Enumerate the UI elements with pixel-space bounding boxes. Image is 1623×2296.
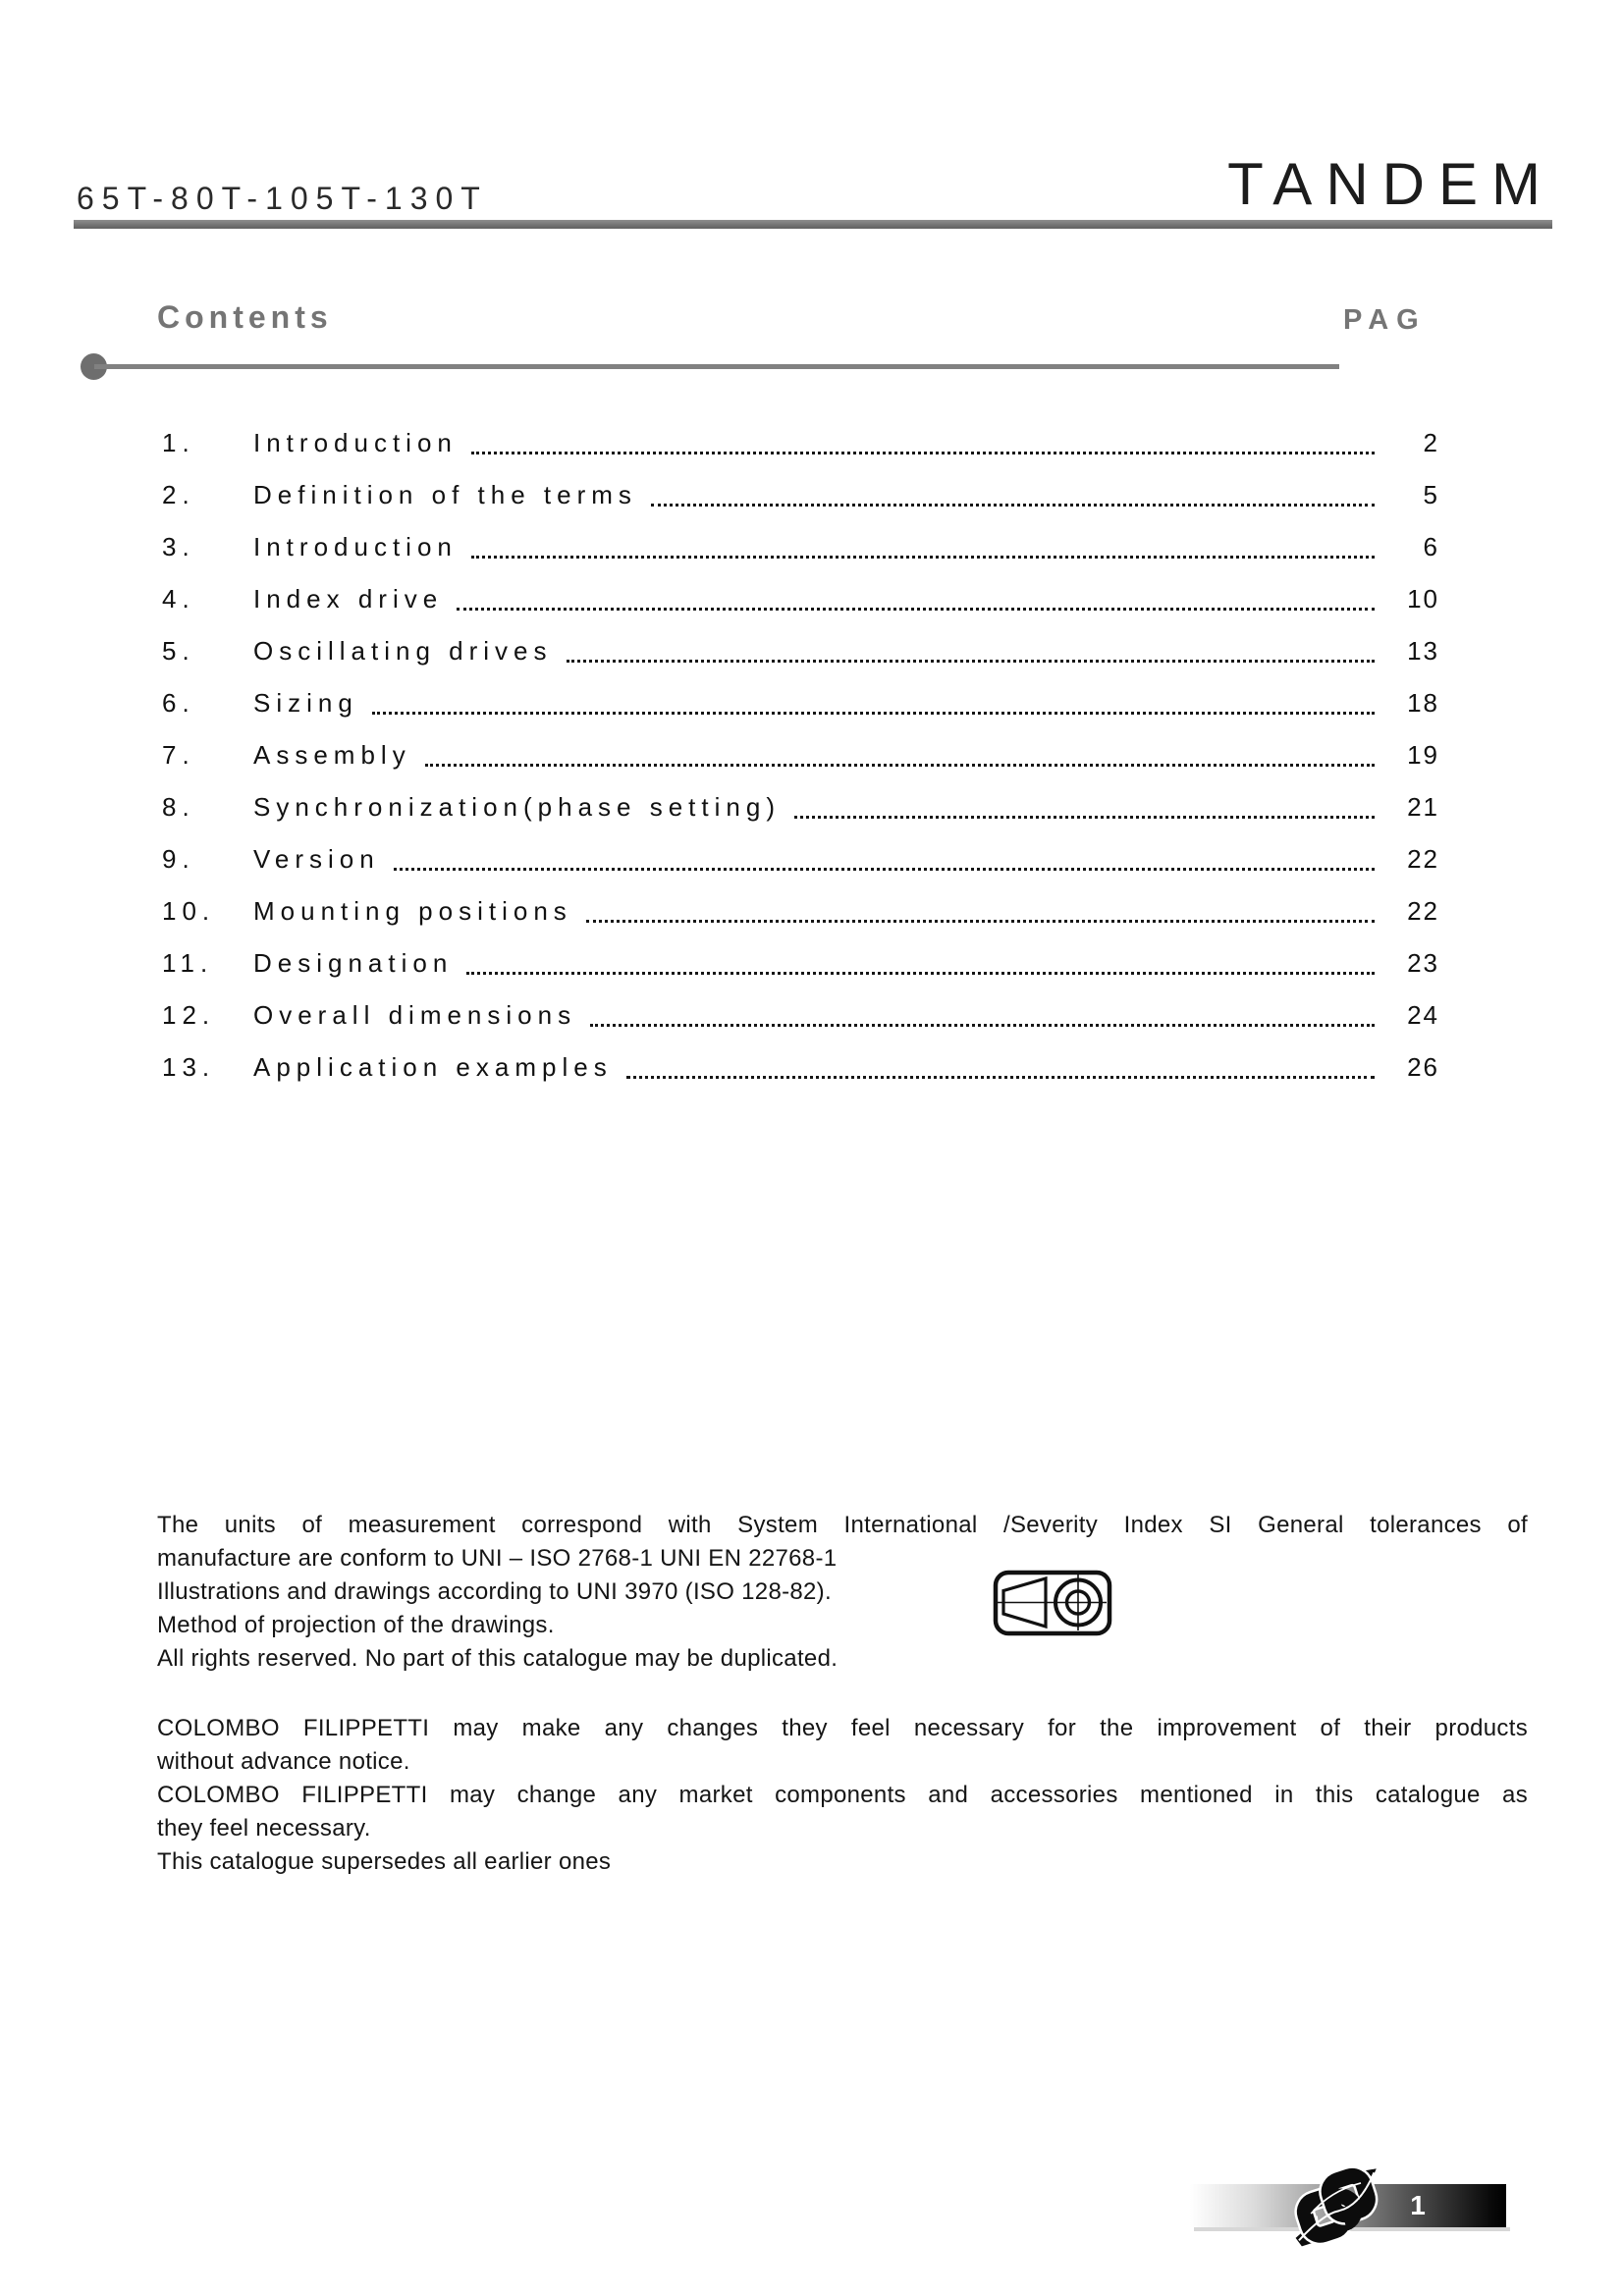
toc-row bbox=[162, 988, 1439, 1041]
toc-item-number: 8. bbox=[162, 792, 195, 822]
toc-leader-dots bbox=[626, 1076, 1375, 1079]
toc-item-page: 2 bbox=[1423, 428, 1439, 457]
toc-item-label: Designation bbox=[253, 948, 454, 978]
toc-row bbox=[162, 936, 1439, 988]
toc-item-page: 23 bbox=[1407, 948, 1439, 978]
note-line: The units of measurement correspond with System International /Severity Index SI General tolerances of bbox=[157, 1512, 1528, 1538]
toc-item-number: 1. bbox=[162, 428, 195, 457]
note-line: they feel necessary. bbox=[157, 1815, 371, 1842]
toc-item-page: 22 bbox=[1407, 844, 1439, 874]
note-line: manufacture are conform to UNI – ISO 2768-1 UNI EN 22768-1 bbox=[157, 1545, 838, 1572]
toc-item-page: 19 bbox=[1407, 740, 1439, 770]
note-line: This catalogue supersedes all earlier ones bbox=[157, 1848, 612, 1875]
toc-item-number: 3. bbox=[162, 532, 195, 561]
toc-row bbox=[162, 884, 1439, 936]
table-of-contents bbox=[162, 416, 1439, 1093]
toc-leader-dots bbox=[471, 452, 1375, 454]
toc-row bbox=[162, 624, 1439, 676]
toc-leader-dots bbox=[372, 712, 1375, 715]
note-line: COLOMBO FILIPPETTI may make any changes they feel necessary for the improvement of their products bbox=[157, 1715, 1528, 1741]
toc-item-page: 18 bbox=[1407, 688, 1439, 718]
toc-item-label: Synchronization(phase setting) bbox=[253, 792, 781, 822]
toc-item-page: 10 bbox=[1407, 584, 1439, 614]
toc-item-page: 13 bbox=[1407, 636, 1439, 666]
toc-item-label: Definition of the terms bbox=[253, 480, 637, 509]
toc-row bbox=[162, 520, 1439, 572]
toc-leader-dots bbox=[586, 920, 1375, 923]
toc-item-number: 12. bbox=[162, 1000, 216, 1030]
toc-item-number: 5. bbox=[162, 636, 195, 666]
toc-row bbox=[162, 1041, 1439, 1093]
toc-item-page: 26 bbox=[1407, 1052, 1439, 1082]
toc-item-number: 7. bbox=[162, 740, 195, 770]
toc-row bbox=[162, 780, 1439, 832]
toc-item-number: 10. bbox=[162, 896, 216, 926]
brand-title: TANDEM bbox=[1227, 151, 1554, 217]
note-line: All rights reserved. No part of this catalogue may be duplicated. bbox=[157, 1645, 839, 1672]
toc-row bbox=[162, 728, 1439, 780]
toc-leader-dots bbox=[471, 556, 1375, 559]
toc-row bbox=[162, 676, 1439, 728]
contents-title: Contents bbox=[157, 299, 333, 335]
toc-leader-dots bbox=[394, 868, 1375, 871]
manufacturer-note bbox=[157, 1712, 1528, 1879]
toc-item-label: Overall dimensions bbox=[253, 1000, 577, 1030]
note-line: Illustrations and drawings according to UNI 3970 (ISO 128-82). bbox=[157, 1578, 832, 1605]
toc-item-number: 13. bbox=[162, 1052, 216, 1082]
toc-item-label: Introduction bbox=[253, 532, 458, 561]
toc-leader-dots bbox=[567, 660, 1375, 663]
colombo-filippetti-knot-logo-icon bbox=[1281, 2162, 1397, 2256]
toc-item-page: 24 bbox=[1407, 1000, 1439, 1030]
toc-item-page: 5 bbox=[1423, 480, 1439, 509]
toc-item-number: 9. bbox=[162, 844, 195, 874]
toc-item-label: Assembly bbox=[253, 740, 411, 770]
note-line: Method of projection of the drawings. bbox=[157, 1612, 555, 1638]
toc-item-label: Oscillating drives bbox=[253, 636, 553, 666]
toc-leader-dots bbox=[457, 608, 1375, 611]
standards-note bbox=[157, 1509, 1528, 1676]
page-number: 1 bbox=[1410, 2190, 1426, 2220]
toc-row bbox=[162, 416, 1439, 468]
toc-item-number: 2. bbox=[162, 480, 195, 509]
note-line: COLOMBO FILIPPETTI may change any market components and accessories mentioned in this catalogue as bbox=[157, 1782, 1528, 1808]
toc-item-number: 6. bbox=[162, 688, 195, 718]
toc-item-number: 11. bbox=[162, 948, 214, 978]
first-angle-projection-icon bbox=[993, 1570, 1112, 1636]
toc-item-label: Application examples bbox=[253, 1052, 613, 1082]
note-line: without advance notice. bbox=[157, 1748, 410, 1775]
toc-leader-dots bbox=[590, 1024, 1375, 1027]
toc-item-label: Index drive bbox=[253, 584, 444, 614]
toc-leader-dots bbox=[425, 764, 1375, 767]
toc-row bbox=[162, 468, 1439, 520]
toc-row bbox=[162, 832, 1439, 884]
toc-item-number: 4. bbox=[162, 584, 195, 614]
toc-item-page: 22 bbox=[1407, 896, 1439, 926]
toc-item-label: Sizing bbox=[253, 688, 358, 718]
toc-leader-dots bbox=[651, 504, 1375, 507]
header-divider bbox=[74, 220, 1552, 229]
toc-item-label: Version bbox=[253, 844, 380, 874]
toc-leader-dots bbox=[794, 816, 1375, 819]
toc-leader-dots bbox=[466, 972, 1375, 975]
contents-underline bbox=[94, 364, 1339, 369]
toc-row bbox=[162, 572, 1439, 624]
model-code-heading: 65T-80T-105T-130T bbox=[77, 181, 488, 216]
toc-item-page: 21 bbox=[1407, 792, 1439, 822]
toc-item-page: 6 bbox=[1423, 532, 1439, 561]
toc-item-label: Mounting positions bbox=[253, 896, 572, 926]
page-column-header: PAG bbox=[1343, 304, 1427, 336]
toc-item-label: Introduction bbox=[253, 428, 458, 457]
